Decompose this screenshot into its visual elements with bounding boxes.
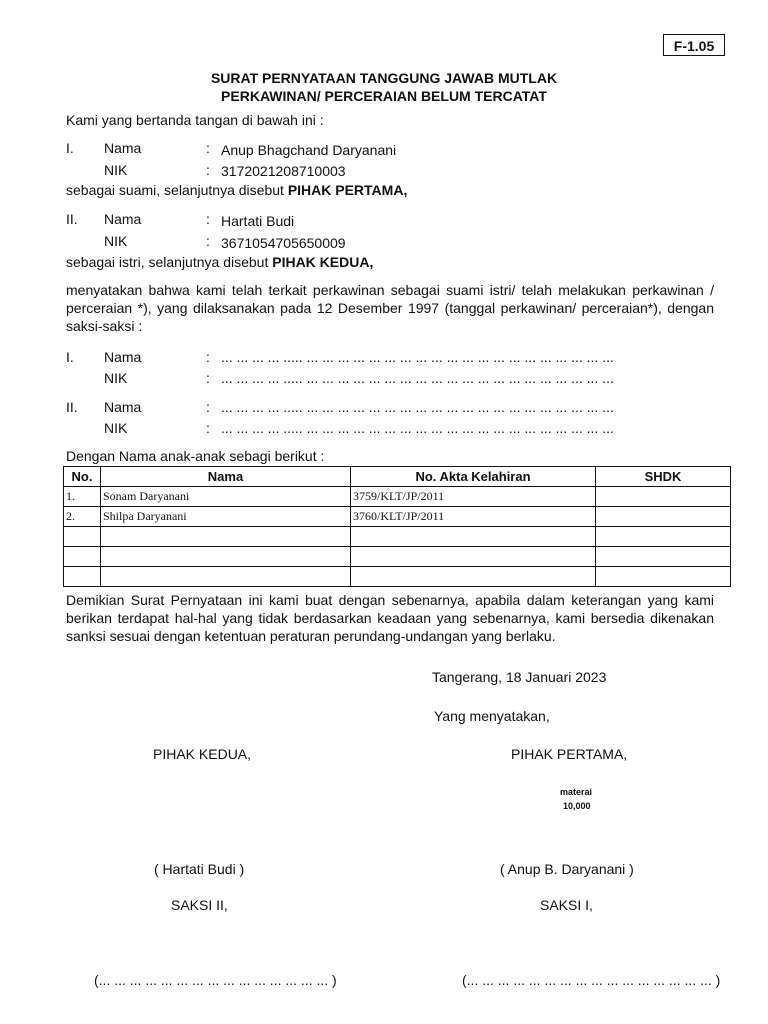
party1-role-line (66, 182, 407, 198)
party2-nama-colon: : (206, 211, 210, 227)
party1-nik-value: 3172021208710003 (221, 163, 346, 179)
cell-akta: 3759/KLT/JP/2011 (351, 487, 596, 507)
table-row (64, 507, 731, 527)
party2-roman: II. (66, 211, 78, 227)
document-title-line2: PERKAWINAN/ PERCERAIAN BELUM TERCATAT (221, 88, 547, 104)
cell-shdk (596, 527, 731, 547)
party1-nama-value: Anup Bhagchand Daryanani (221, 142, 397, 158)
party2-nama-value: Hartati Budi (221, 213, 295, 229)
cell-akta (351, 527, 596, 547)
cell-shdk (596, 567, 731, 587)
table-row (64, 527, 731, 547)
table-row (64, 487, 731, 507)
witness1-roman: I. (66, 349, 74, 365)
saksi2-signature-line: (... ... ... ... ... ... ... ... ... ... ... ... ... ... ... ) (94, 972, 337, 988)
witness1-nik-dots: ... ... ... ... ..... ... ... ... ... ... ... ... ... ... ... ... ... ... ... ... ... ... ... ... ... (221, 370, 614, 386)
children-intro: Dengan Nama anak-anak sebagi berikut : (66, 448, 325, 464)
party1-nama-label: Nama (104, 140, 142, 156)
header-shdk: SHDK (596, 467, 731, 487)
party2-role-prefix: sebagai istri, selanjutnya disebut (66, 254, 273, 270)
party1-role-name: PIHAK PERTAMA, (287, 182, 408, 198)
yang-menyatakan: Yang menyatakan, (434, 708, 550, 724)
materai-value: 10,000 (563, 801, 591, 811)
party1-nik-label: NIK (104, 162, 128, 178)
table-row (64, 567, 731, 587)
cell-akta: 3760/KLT/JP/2011 (351, 507, 596, 527)
cell-akta (351, 567, 596, 587)
intro-text: Kami yang bertanda tangan di bawah ini : (66, 112, 324, 128)
children-table (63, 466, 731, 587)
table-row (64, 547, 731, 567)
party2-nik-colon: : (206, 233, 210, 249)
cell-no (64, 527, 101, 547)
witness1-nama-dots: ... ... ... ... ..... ... ... ... ... ... ... ... ... ... ... ... ... ... ... ... ... ... ... ... ... (221, 349, 614, 365)
header-no: No. (64, 467, 101, 487)
party1-nama-colon: : (206, 140, 210, 156)
form-code-box: F-1.05 (663, 34, 725, 56)
party2-nik-value: 3671054705650009 (221, 235, 346, 251)
document-title-line1: SURAT PERNYATAAN TANGGUNG JAWAB MUTLAK (210, 70, 558, 86)
header-akta: No. Akta Kelahiran (351, 467, 596, 487)
witness1-nik-colon: : (206, 370, 210, 386)
party2-role-name: PIHAK KEDUA, (272, 254, 374, 270)
witness2-nik-label: NIK (104, 420, 128, 436)
cell-shdk (596, 547, 731, 567)
party2-role-line (66, 254, 373, 270)
witness1-nama-label: Nama (104, 349, 142, 365)
cell-no (64, 567, 101, 587)
cell-shdk (596, 507, 731, 527)
pihak-pertama-label: PIHAK PERTAMA, (511, 746, 628, 762)
sign-pihak-kedua: ( Hartati Budi ) (154, 861, 245, 877)
cell-nama (101, 567, 351, 587)
materai-label: materai (560, 787, 593, 797)
witness1-nik-label: NIK (104, 370, 128, 386)
party1-roman: I. (66, 140, 74, 156)
cell-nama (101, 547, 351, 567)
saksi1-label: SAKSI I, (540, 897, 593, 913)
cell-no: 2. (64, 507, 101, 527)
cell-akta (351, 547, 596, 567)
witness2-roman: II. (66, 399, 78, 415)
cell-nama (101, 527, 351, 547)
witness2-nik-dots: ... ... ... ... ..... ... ... ... ... ... ... ... ... ... ... ... ... ... ... ... ... ... ... ... ... (221, 420, 614, 436)
witness1-nama-colon: : (206, 349, 210, 365)
witness2-nama-label: Nama (104, 399, 142, 415)
cell-no: 1. (64, 487, 101, 507)
cell-shdk (596, 487, 731, 507)
saksi1-signature-line: (... ... ... ... ... ... ... ... ... ... ... ... ... ... ... ... ) (462, 972, 721, 988)
party1-nik-colon: : (206, 162, 210, 178)
witness2-nama-dots: ... ... ... ... ..... ... ... ... ... ... ... ... ... ... ... ... ... ... ... ... ... ... ... ... ... (221, 399, 614, 415)
pihak-kedua-label: PIHAK KEDUA, (153, 746, 252, 762)
cell-nama: Shilpa Daryanani (101, 507, 351, 527)
header-nama: Nama (101, 467, 351, 487)
sign-pihak-pertama: ( Anup B. Daryanani ) (500, 861, 634, 877)
table-header-row (64, 467, 731, 487)
place-date: Tangerang, 18 Januari 2023 (432, 669, 607, 685)
witness2-nama-colon: : (206, 399, 210, 415)
closing-paragraph: Demikian Surat Pernyataan ini kami buat dengan sebenarnya, apabila dalam keterangan yang kami berikan terdapat hal-hal yang tidak berdasarkan keadaan yang sebenarnya, kami bersedia dikenakan sanksi sesuai dengan ketentuan peraturan perundang-undangan yang berlaku. (66, 592, 714, 644)
cell-nama: Sonam Daryanani (101, 487, 351, 507)
statement-paragraph: menyatakan bahwa kami telah terkait perkawinan sebagai suami istri/ telah melakukan perkawinan / perceraian *), yang dilaksanakan pada 12 Desember 1997 (tanggal perkawinan/ perceraian*), dengan saksi-saksi : (66, 282, 714, 334)
cell-no (64, 547, 101, 567)
party2-nama-label: Nama (104, 211, 142, 227)
party1-role-prefix: sebagai suami, selanjutnya disebut (66, 182, 288, 198)
saksi2-label: SAKSI II, (171, 897, 228, 913)
witness2-nik-colon: : (206, 420, 210, 436)
party2-nik-label: NIK (104, 233, 128, 249)
